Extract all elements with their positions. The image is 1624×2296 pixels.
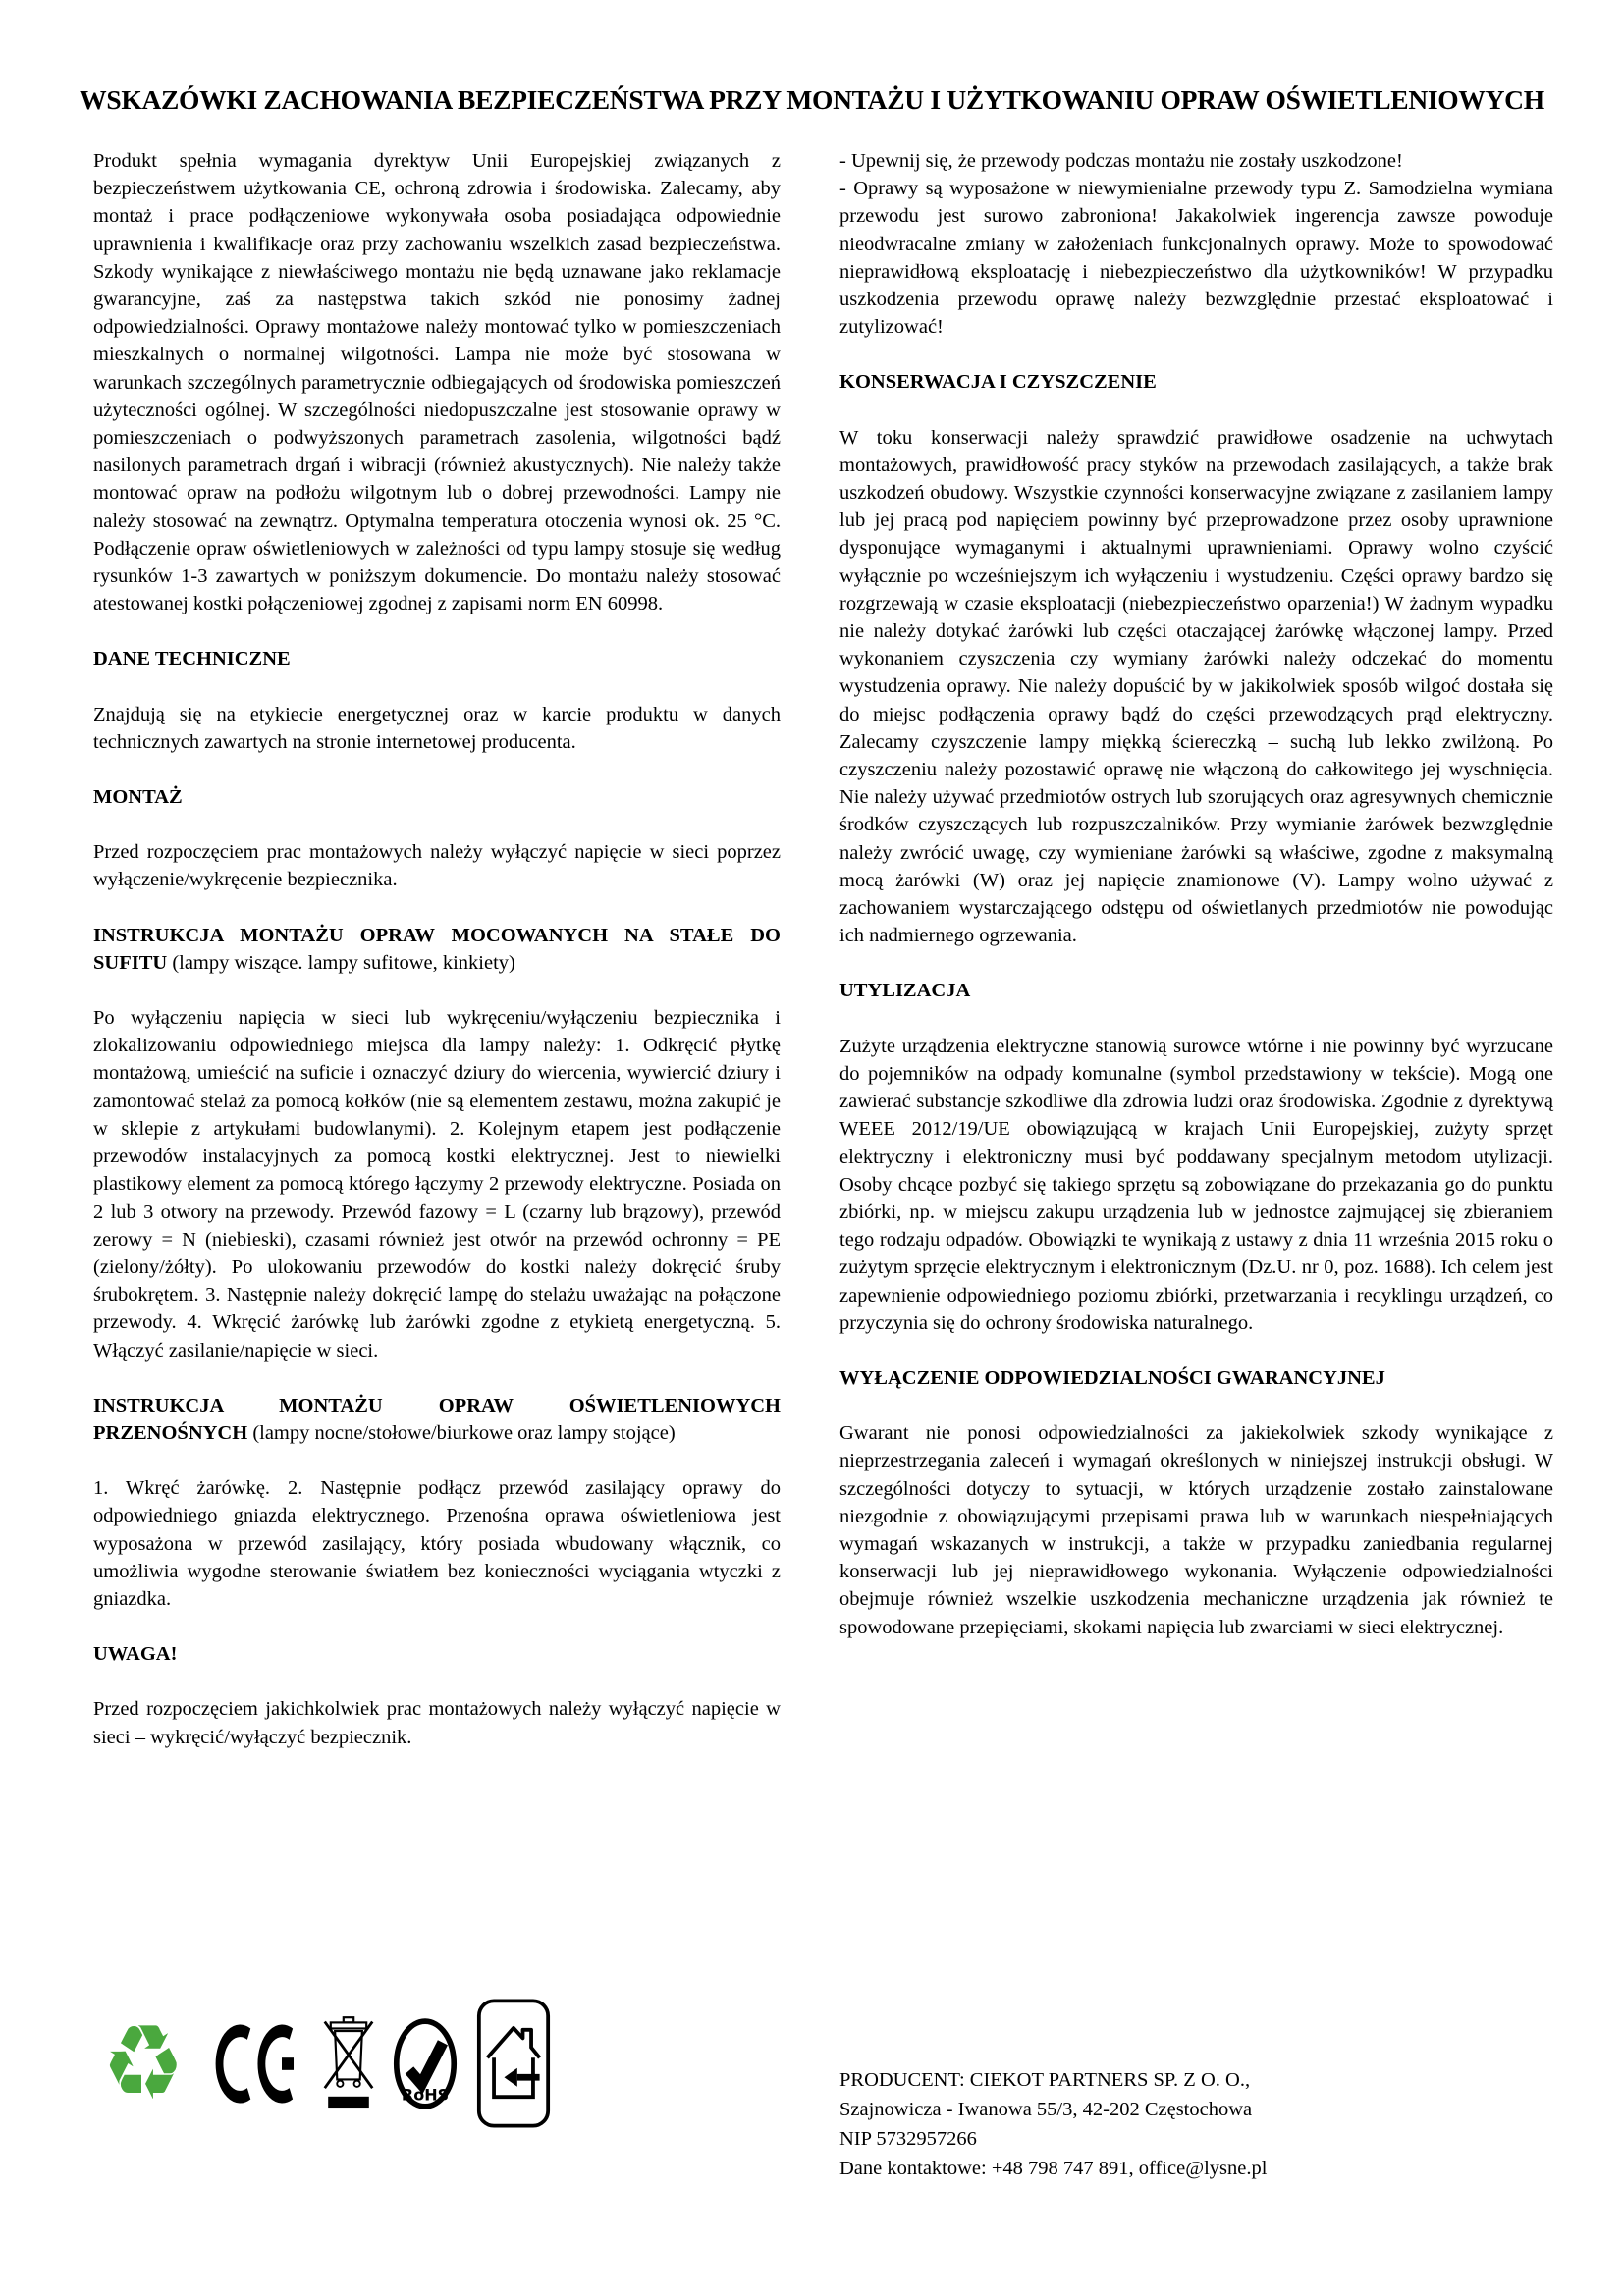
paragraph: Po wyłączeniu napięcia w sieci lub wykręceniu/wyłączeniu bezpiecznika i zlokalizowaniu odpowiedniego miejsca dla lampy należy: 1. Odkręcić płytkę montażową, umieścić na suficie i oznaczyć dziury do wiercenia, wywiercić dziury i zamontować stelaż za pomocą kołków (nie są elementem zestawu, można zakupić je w sklepie z artykułami budowlanymi). 2. Kolejnym etapem jest podłączenie przewodów instalacyjnych za pomocą kostki elektrycznej. Jest to niewielki plastikowy element za pomocą którego łączymy 2 przewody elektryczne. Posiada on 2 lub 3 otwory na przewody. Przewód fazowy = L (czarny lub brązowy), przewód zerowy = N (niebieski), czasami również jest otwór na przewód ochronny = PE (zielony/żółty). Po ulokowaniu przewodów do kostki należy dokręcić śruby śrubokrętem. 3. Następnie należy dokręcić lampę do stelażu uważając na połączone przewody. 4. Wkręcić żarówkę lub żarówki zgodne z etykietą energetyczną. 5. Włączyć zasilanie/napięcie w sieci. <box>93 1007 781 1362</box>
heading-suffix: (lampy wiszące. lampy sufitowe, kinkiety) <box>167 951 515 974</box>
producer-line: NIP 5732957266 <box>839 2128 977 2150</box>
paragraph: Przed rozpoczęciem jakichkolwiek prac montażowych należy wyłączyć napięcie w sieci – wykręcić/wyłączyć bezpiecznik. <box>93 1698 781 1748</box>
page-title: WSKAZÓWKI ZACHOWANIA BEZPIECZEŃSTWA PRZY MONTAŻU I UŻYTKOWANIU OPRAW OŚWIETLENIOWYCH <box>80 84 1544 115</box>
paragraph: 1. Wkręć żarówkę. 2. Następnie podłącz przewód zasilający oprawy do odpowiedniego gniazda elektrycznego. Przenośna oprawa oświetleniowa jest wyposażona w przewód zasilający, który posiada wbudowany włącznik, co umożliwia wygodne sterowanie światłem bez konieczności wyciągania wtyczki z gniazdka. <box>93 1477 781 1610</box>
section-heading: UTYLIZACJA <box>839 980 971 1002</box>
heading-bold: INSTRUKCJA MONTAŻU OPRAW OŚWIETLENIOWYCH PRZENOŚNYCH <box>93 1394 781 1444</box>
bullet-line: - Oprawy są wyposażone w niewymienialne przewody typu Z. Samodzielna wymiana przewodu jest surowo zabroniona! Jakakolwiek ingerencja zawsze powoduje nieodwracalne zmiany w założeniach funkcjonalnych oprawy. Może to spowodować nieprawidłową eksploatację i niebezpieczeństwo dla użytkowników! W przypadku uszkodzenia przewodu oprawę należy bezwzględnie przestać eksploatować i zutylizować! <box>839 178 1553 339</box>
section-heading: WYŁĄCZENIE ODPOWIEDZIALNOŚCI GWARANCYJNEJ <box>839 1366 1385 1389</box>
section-heading <box>93 1392 781 1447</box>
checkmark <box>409 2042 443 2083</box>
paragraph: Przed rozpoczęciem prac montażowych należy wyłączyć napięcie w sieci poprzez wyłączenie/wykręcenie bezpiecznika. <box>93 841 781 891</box>
house-return-icon <box>476 1998 551 2129</box>
weee-crossed-bin-icon <box>323 2014 374 2112</box>
producer-line: Dane kontaktowe: +48 798 747 891, office@lysne.pl <box>839 2158 1268 2179</box>
ce-mark-icon <box>214 2019 304 2109</box>
recycling-icon: ♻ <box>102 2002 185 2123</box>
left-column <box>93 147 781 1751</box>
producer-line: PRODUCENT: CIEKOT PARTNERS SP. Z O. O., <box>839 2069 1251 2091</box>
producer-info <box>839 2065 1267 2183</box>
paragraph: Gwarant nie ponosi odpowiedzialności za jakiekolwiek szkody wynikające z nieprzestrzegania zaleceń i wymagań określonych w niniejszej instrukcji obsługi. W szczególności dotyczy to sytuacji, w których urządzenie zostało zainstalowane niezgodnie z obowiązującymi przepisami prawa lub w warunkach niespełniających wymagań wskazanych w instrukcji, a także w przypadku zaniedbania regularnej konserwacji lub jej nieprawidłowego wykonania. Wyłączenie odpowiedzialności obejmuje również wszelkie uszkodzenia mechaniczne urządzenia jak również te spowodowane przepięciami, skokami napięcia lub zwarciami w sieci elektrycznej. <box>839 1422 1553 1638</box>
certification-icons-row <box>102 1991 551 2136</box>
section-heading: UWAGA! <box>93 1643 178 1666</box>
heading-bold: INSTRUKCJA MONTAŻU OPRAW MOCOWANYCH NA STAŁE DO SUFITU <box>93 924 781 974</box>
paragraph: Znajdują się na etykiecie energetycznej oraz w karcie produktu w danych technicznych zawartych na stronie internetowej producenta. <box>93 703 781 753</box>
section-heading <box>93 922 781 977</box>
section-heading: DANE TECHNICZNE <box>93 648 291 670</box>
rohs-check-icon <box>393 2017 458 2110</box>
paragraph: Zużyte urządzenia elektryczne stanowią surowce wtórne i nie powinny być wyrzucane do pojemników na odpady komunalne (symbol przedstawiony w tekście). Mogą one zawierać substancje szkodliwe dla zdrowia ludzi oraz środowiska. Zgodnie z dyrektywą WEEE 2012/19/UE obowiązującą w krajach Unii Europejskiej, zużyty sprzęt elektryczny i elektroniczny musi być poddawany specjalnym metodom utylizacji. Osoby chcące pozbyć się takiego sprzętu są zobowiązane do przekazania go do punktu zbiórki, np. w miejscu zakupu urządzenia lub w jednostce zajmującej się zbieraniem tego rodzaju odpadów. Obowiązki te wynikają z ustawy z dnia 11 września 2015 roku o zużytym sprzęcie elektrycznym i elektronicznym (Dz.U. nr 0, poz. 1688). Ich celem jest zapewnienie odpowiedniego poziomu zbiórki, przetwarzania i recyklingu urządzeń, co przyczynia się do ochrony środowiska naturalnego. <box>839 1035 1553 1334</box>
paragraph: W toku konserwacji należy sprawdzić prawidłowe osadzenie na uchwytach montażowych, prawidłowość pracy styków na przewodach zasilających, a także brak uszkodzeń obudowy. Wszystkie czynności konserwacyjne związane z zasilaniem lampy lub jej pracą pod napięciem powinny być przeprowadzone przez osoby uprawnione dysponujące wymaganymi i aktualnymi uprawnieniami. Oprawy wolno czyścić wyłącznie po wcześniejszym ich wyłączeniu i wystudzeniu. Części oprawy bardzo się rozgrzewają w czasie eksploatacji (niebezpieczeństwo oparzenia!) W żadnym wypadku nie należy dotykać żarówki lub części otaczającej żarówkę włączonej lampy. Przed wykonaniem czyszczenia czy wymiany żarówki należy odczekać do momentu wystudzenia oprawy. Nie należy dopuścić by w jakikolwiek sposób wilgoć dostała się do miejsc podłączenia oprawy bądź do części przewodzących prąd elektryczny. Zalecamy czyszczenie lampy miękką ściereczką – suchą lub lekko zwilżoną. Po czyszczeniu należy pozostawić oprawę nie włączoną do całkowitego jej wyschnięcia. Nie należy używać przedmiotów ostrych lub szorujących oraz agresywnych chemicznie środków czyszczących lub rozpuszczalników. Przy wymianie żarówek bezwzględnie należy zwrócić uwagę, czy wymieniane żarówki są właściwe, zgodne z maksymalną mocą żarówki (W) oraz jej napięcie znamionowe (V). Lampy wolno używać z zachowaniem wystarczającego odstępu od oświetlanych przedmiotów nie powodując ich nadmiernego ogrzewania. <box>839 426 1553 947</box>
bullet-line: - Upewnij się, że przewody podczas montażu nie zostały uszkodzone! <box>839 150 1403 172</box>
heading-suffix: (lampy nocne/stołowe/biurkowe oraz lampy stojące) <box>247 1421 676 1444</box>
section-heading: MONTAŻ <box>93 786 183 809</box>
rohs-label: RoHS <box>401 2084 450 2104</box>
producer-line: Szajnowicza - Iwanowa 55/3, 42-202 Częstochowa <box>839 2099 1253 2120</box>
right-column <box>839 147 1553 1641</box>
section-heading: KONSERWACJA I CZYSZCZENIE <box>839 371 1157 394</box>
paragraph: Produkt spełnia wymagania dyrektyw Unii Europejskiej związanych z bezpieczeństwem użytkowania CE, ochroną zdrowia i środowiska. Zalecamy, aby montaż i prace podłączeniowe wykonywała osoba posiadająca odpowiednie uprawnienia i kwalifikacje oraz przy zachowaniu wszelkich zasad bezpieczeństwa. Szkody wynikające z niewłaściwego montażu nie będą uznawane jako reklamacje gwarancyjne, zaś za następstwa takich szkód nie ponosimy żadnej odpowiedzialności. Oprawy montażowe należy montować tylko w pomieszczeniach mieszkalnych o normalnej wilgotności. Lampa nie może być stosowana w warunkach szczególnych parametrycznie odbiegających od środowiska pomieszczeń użyteczności ogólnej. W szczególności niedopuszczalne jest stosowanie oprawy w pomieszczeniach o podwyższonych parametrach zasolenia, wilgotności bądź nasilonych parametrach drgań i wibracji (również akustycznych). Nie należy także montować opraw na podłożu wilgotnym lub o dobrej przewodności. Lampy nie należy stosować na zewnątrz. Optymalna temperatura otoczenia wynosi ok. 25 °C. Podłączenie opraw oświetleniowych w zależności od typu lampy stosuje się według rysunków 1-3 zawartych w poniższym dokumencie. Do montażu należy stosować atestowanej kostki połączeniowej zgodnej z zapisami norm EN 60998. <box>93 150 781 615</box>
